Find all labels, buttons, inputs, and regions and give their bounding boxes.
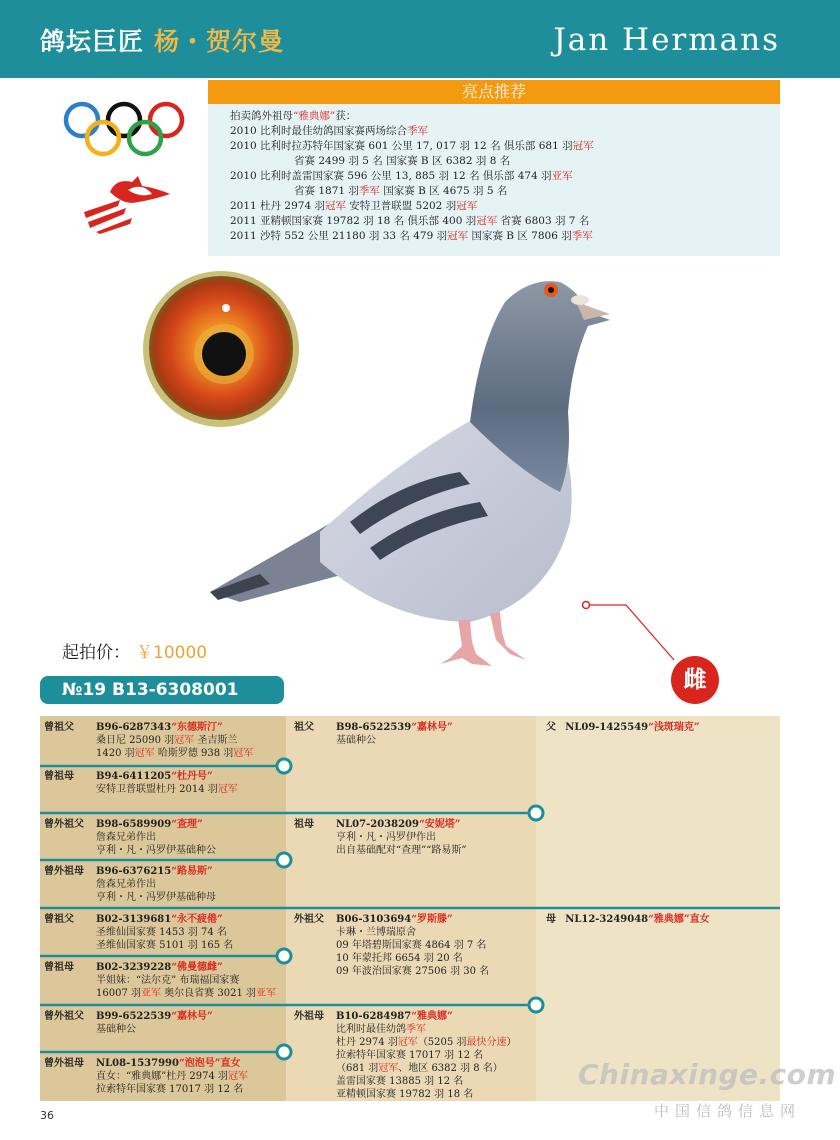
ggm2-name: “路易斯” — [171, 866, 213, 877]
gf2-label: 外祖父 — [294, 914, 324, 925]
line6-award: 冠军 — [324, 200, 346, 212]
ggm1-line1-award: 冠军 — [217, 784, 238, 795]
ggf1-name: “东德斯汀” — [171, 722, 223, 733]
watermark-site: Chinaxinge.com — [578, 1058, 837, 1091]
ggf1-line1-b: 圣吉斯兰 — [194, 735, 238, 746]
line6-award-b: 冠军 — [456, 200, 478, 212]
ggm4-name2: 直女 — [220, 1058, 241, 1069]
ggm3-code: B02-3239228 — [96, 962, 172, 973]
ggf2-label: 曾外祖父 — [44, 819, 84, 830]
line7-text-b: 省赛 6803 羽 7 名 — [497, 215, 590, 227]
line7-award: 冠军 — [476, 215, 498, 227]
ggm3-entry — [44, 961, 276, 999]
gm2-label: 外祖母 — [294, 1011, 324, 1022]
ggm4-line1-award: 冠军 — [228, 1071, 249, 1082]
ggf4-label: 曾外祖父 — [44, 1011, 84, 1022]
gm1-line1: 亨利・凡・冯罗伊作出 — [336, 832, 436, 843]
intro-prefix: 拍卖鸽外祖母 — [230, 110, 293, 122]
gf2-line1: 卡琳・兰博瑞原舍 — [336, 927, 416, 938]
gf2-line3: 10 年蒙托邦 6654 羽 20 名 — [336, 953, 463, 964]
gm2-line4: （681 羽 — [336, 1063, 379, 1074]
ggm4-line2: 拉索特年国家赛 17017 羽 12 名 — [96, 1084, 244, 1095]
line2-award: 冠军 — [572, 140, 594, 152]
ggm3-label: 曾祖母 — [44, 962, 74, 973]
gm2-line1-award: 季军 — [406, 1024, 426, 1035]
line1-text: 2010 比利时最佳幼鸽国家赛两场综合 — [230, 125, 408, 137]
dam-label: 母 — [546, 914, 556, 925]
dam-name: “雅典娜” — [648, 914, 690, 925]
gf1-code: B98-6522539 — [336, 722, 412, 733]
intro-name: “雅典娜” — [293, 110, 336, 122]
price-value: ￥10000 — [136, 643, 208, 663]
sire-entry — [546, 721, 700, 734]
header-name-cn: 杨・贺尔曼 — [154, 27, 285, 56]
highlight-line-8 — [230, 228, 593, 243]
page-header — [0, 0, 840, 78]
ggm2-line2: 亨利・凡・冯罗伊基础种母 — [96, 892, 216, 903]
ggm2-code: B96-6376215 — [96, 866, 172, 877]
ggm1-entry — [44, 770, 238, 795]
header-title-cn — [40, 22, 284, 58]
ggf4-entry — [44, 1010, 213, 1035]
gf1-entry — [294, 721, 453, 746]
gf2-line4: 09 年波治国家赛 27506 羽 30 名 — [336, 966, 490, 977]
line2-text: 2010 比利时拉苏特年国家赛 601 公里 17, 017 羽 12 名 俱乐部 681 羽 — [230, 140, 573, 152]
sex-badge: 雌 — [671, 656, 719, 704]
gm2-line2: 杜丹 2974 羽 — [336, 1037, 398, 1048]
ggm4-label: 曾外祖母 — [44, 1058, 84, 1069]
highlight-line-1 — [230, 123, 428, 138]
highlight-line-6 — [230, 198, 477, 213]
line8-award: 冠军 — [447, 230, 469, 242]
ggm3-line2-award: 亚军 — [141, 988, 161, 999]
ggm3-line2-b: 奥尔良省赛 3021 羽 — [161, 988, 256, 999]
ggm4-entry — [44, 1057, 249, 1095]
gm1-entry — [294, 818, 467, 856]
ggf3-name: “永不疲倦” — [171, 914, 223, 925]
line8-award-b: 季军 — [571, 230, 593, 242]
line8-text: 2011 沙特 552 公里 21180 羽 33 名 479 羽 — [230, 230, 448, 242]
ggf1-entry — [44, 721, 254, 759]
gm2-code: B10-6284987 — [336, 1011, 412, 1022]
ggf1-line2-b: 哈斯罗德 938 羽 — [154, 748, 234, 759]
page-number: 36 — [40, 1109, 54, 1122]
gm2-line4-b: 、地区 6382 羽 8 名） — [398, 1063, 503, 1074]
gm1-name: “安妮塔” — [418, 819, 461, 830]
ggf3-entry — [44, 913, 234, 951]
ggf4-line1: 基础种公 — [96, 1024, 136, 1035]
gm2-line6: 亚精顿国家赛 19782 羽 18 名 — [336, 1089, 474, 1100]
gm1-line2: 出自基础配对“查理”“路易斯” — [336, 845, 467, 856]
ggm2-entry — [44, 865, 216, 903]
ggf1-line1: 桑日尼 25090 羽 — [96, 735, 175, 746]
bird-id-badge: №19 B13-6308001 — [40, 676, 284, 704]
gm2-line2-d: ） — [506, 1037, 517, 1048]
highlights-panel — [208, 104, 780, 256]
gm2-line4-award: 冠军 — [378, 1063, 399, 1074]
ggm4-name: “泡泡号” — [178, 1058, 221, 1069]
line5-award: 季军 — [358, 185, 380, 197]
ggm1-line1: 安特卫普联盟杜丹 2014 羽 — [96, 784, 218, 795]
gm1-label: 祖母 — [294, 819, 314, 830]
pedigree-chart — [40, 716, 780, 1101]
line5-text-b: 国家赛 B 区 4675 羽 5 名 — [379, 185, 508, 197]
ggf4-name: “嘉林号” — [171, 1011, 213, 1022]
dam-code: NL12-3249048 — [565, 914, 649, 925]
ggf1-line1-award: 冠军 — [174, 735, 195, 746]
line8-text-b: 国家赛 B 区 7806 羽 — [468, 230, 572, 242]
ggm3-line2-award-b: 亚军 — [256, 988, 276, 999]
ggm1-label: 曾祖母 — [44, 771, 74, 782]
pigeon-photo-image — [200, 262, 630, 672]
gf1-line1: 基础种公 — [336, 735, 376, 746]
ggf3-line1: 圣维仙国家赛 1453 羽 74 名 — [96, 927, 227, 938]
ggf1-line2: 1420 羽 — [96, 748, 135, 759]
header-name-en: Jan Hermans — [553, 22, 780, 58]
intro-suffix: 获： — [335, 110, 357, 122]
ggf3-label: 曾祖父 — [44, 914, 74, 925]
sire-code: NL09-1425549 — [565, 722, 649, 733]
ggf2-code: B98-6589909 — [96, 819, 172, 830]
highlight-line-5 — [294, 183, 507, 198]
ggf2-name: “查理” — [171, 819, 203, 830]
header-title-text: 鸽坛巨匠 — [40, 27, 145, 56]
gm2-name: “雅典娜” — [411, 1011, 453, 1022]
line6-text-b: 安特卫普联盟 5202 羽 — [345, 200, 457, 212]
ggf1-line2-award-b: 冠军 — [233, 748, 254, 759]
ggm1-code: B94-6411205 — [96, 771, 172, 782]
gm2-line2-award-b: 最快分速 — [466, 1037, 507, 1048]
ggf2-line1: 詹森兄弟作出 — [96, 832, 156, 843]
gm1-code: NL07-2038209 — [336, 819, 419, 830]
ggm4-code: NL08-1537990 — [96, 1058, 179, 1069]
line5-text: 省赛 1871 羽 — [294, 185, 359, 197]
dove-logo-icon — [80, 172, 176, 234]
ggf2-line2: 亨利・凡・冯罗伊基础种公 — [96, 845, 216, 856]
gf2-entry — [294, 913, 490, 977]
ggf1-line2-award: 冠军 — [134, 748, 155, 759]
ggm2-line1: 詹森兄弟作出 — [96, 879, 156, 890]
highlight-line-4 — [230, 168, 573, 183]
highlights-title: 亮点推荐 — [208, 80, 780, 104]
ggm3-name: “佛曼德雌” — [171, 962, 223, 973]
gm2-entry — [294, 1010, 517, 1100]
line4-text: 2010 比利时盖雷国家赛 596 公里 13, 885 羽 12 名 俱乐部 474 羽 — [230, 170, 552, 182]
dam-name2: 直女 — [689, 914, 710, 925]
gm2-line5: 盖雷国家赛 13885 羽 12 名 — [336, 1076, 464, 1087]
highlight-line-2 — [230, 138, 594, 153]
sire-label: 父 — [546, 722, 556, 733]
gm2-line1: 比利时最佳幼鸽 — [336, 1024, 406, 1035]
ggf4-code: B99-6522539 — [96, 1011, 172, 1022]
highlight-line-7 — [230, 213, 589, 228]
watermark-cn: 中国信鸽信息网 — [654, 1102, 802, 1120]
gf2-code: B06-3103694 — [336, 914, 412, 925]
gm2-line2-award: 冠军 — [397, 1037, 418, 1048]
gf1-label: 祖父 — [294, 722, 314, 733]
starting-price — [62, 638, 207, 663]
callout-line-icon — [580, 598, 700, 668]
price-label: 起拍价： — [62, 643, 130, 663]
ggf1-code: B96-6287343 — [96, 722, 172, 733]
gm2-line2-b: （5205 羽 — [417, 1037, 467, 1048]
ggf3-code: B02-3139681 — [96, 914, 172, 925]
ggf2-entry — [44, 818, 216, 856]
highlight-line-intro — [230, 108, 356, 123]
gf2-line2: 09 年塔碧斯国家赛 4864 羽 7 名 — [336, 940, 487, 951]
line4-award: 亚军 — [551, 170, 573, 182]
line1-award: 季军 — [407, 125, 429, 137]
sire-name: “浅斑瑞克” — [648, 722, 700, 733]
gm2-line3: 拉索特年国家赛 17017 羽 12 名 — [336, 1050, 484, 1061]
dam-entry — [546, 913, 710, 926]
olympic-rings-icon — [62, 98, 188, 160]
ggm4-line1: 直女：“雅典娜”杜丹 2974 羽 — [96, 1071, 229, 1082]
highlight-line-3: 省赛 2499 羽 5 名 国家赛 B 区 6382 羽 8 名 — [294, 155, 511, 167]
ggm3-line2: 16007 羽 — [96, 988, 141, 999]
gf1-name: “嘉林号” — [411, 722, 453, 733]
line6-text: 2011 杜丹 2974 羽 — [230, 200, 325, 212]
ggf1-label: 曾祖父 — [44, 722, 74, 733]
ggm3-line1: 半姐妹：“法尔克” 布瑞福国家赛 — [96, 975, 240, 986]
ggm1-name: “杜丹号” — [171, 771, 213, 782]
gf2-name: “罗斯滕” — [411, 914, 453, 925]
ggf3-line2: 圣维仙国家赛 5101 羽 165 名 — [96, 940, 234, 951]
line7-text: 2011 亚精顿国家赛 19782 羽 18 名 俱乐部 400 羽 — [230, 215, 477, 227]
ggm2-label: 曾外祖母 — [44, 866, 84, 877]
